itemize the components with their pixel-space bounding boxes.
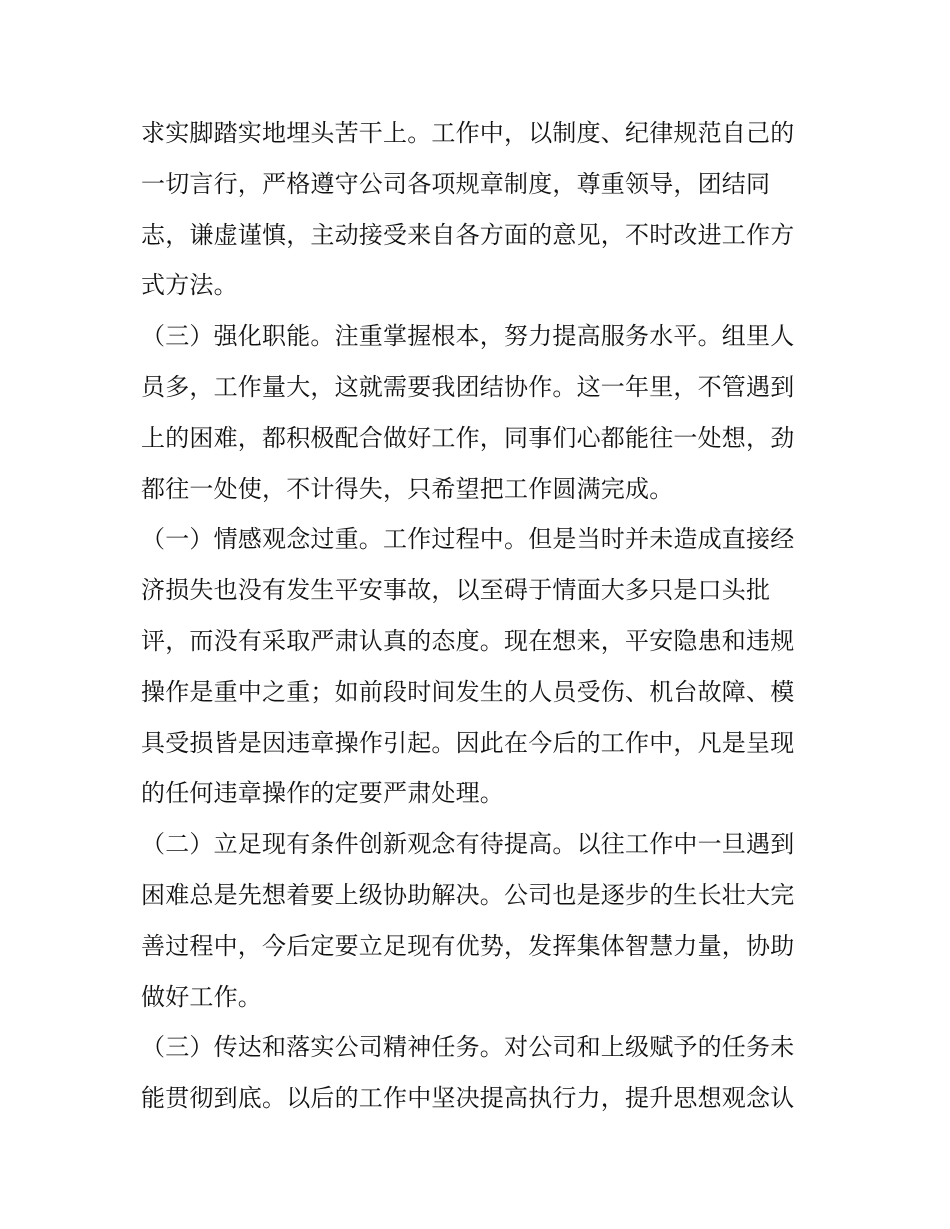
text-line: 一切言行，严格遵守公司各项规章制度，尊重领导，团结同 bbox=[141, 169, 771, 198]
text-line: 式方法。 bbox=[141, 271, 238, 300]
text-line: 困难总是先想着要上级协助解决。公司也是逐步的生长壮大完 bbox=[141, 880, 795, 909]
text-line: 都往一处使，不计得失，只希望把工作圆满完成。 bbox=[141, 474, 674, 503]
text-line: 具受损皆是因违章操作引起。因此在今后的工作中，凡是呈现 bbox=[141, 728, 795, 757]
text-line: 能贯彻到底。以后的工作中坚决提高执行力，提升思想观念认 bbox=[141, 1084, 795, 1113]
text-line: 员多，工作量大，这就需要我团结协作。这一年里，不管遇到 bbox=[141, 372, 795, 401]
text-line: 做好工作。 bbox=[141, 982, 262, 1011]
text-line: 济损失也没有发生平安事故，以至碍于情面大多只是口头批 bbox=[141, 576, 771, 605]
text-line: 上的困难，都积极配合做好工作，同事们心都能往一处想，劲 bbox=[141, 423, 795, 452]
text-line: （三）强化职能。注重掌握根本，努力提高服务水平。组里人 bbox=[141, 322, 795, 351]
text-line: 操作是重中之重；如前段时间发生的人员受伤、机台故障、模 bbox=[141, 677, 795, 706]
text-line: 善过程中，今后定要立足现有优势，发挥集体智慧力量，协助 bbox=[141, 931, 795, 960]
text-line: 志，谦虚谨慎，主动接受来自各方面的意见，不时改进工作方 bbox=[141, 220, 795, 249]
text-line: 的任何违章操作的定要严肃处理。 bbox=[141, 779, 504, 808]
text-line: （三）传达和落实公司精神任务。对公司和上级赋予的任务未 bbox=[141, 1033, 795, 1062]
text-line: （一）情感观念过重。工作过程中。但是当时并未造成直接经 bbox=[141, 525, 795, 554]
text-line: （二）立足现有条件创新观念有待提高。以往工作中一旦遇到 bbox=[141, 830, 795, 859]
text-line: 求实脚踏实地埋头苦干上。工作中，以制度、纪律规范自己的 bbox=[141, 119, 795, 147]
document-body bbox=[141, 108, 813, 1124]
text-line: 评，而没有采取严肃认真的态度。现在想来，平安隐患和违规 bbox=[141, 626, 795, 655]
